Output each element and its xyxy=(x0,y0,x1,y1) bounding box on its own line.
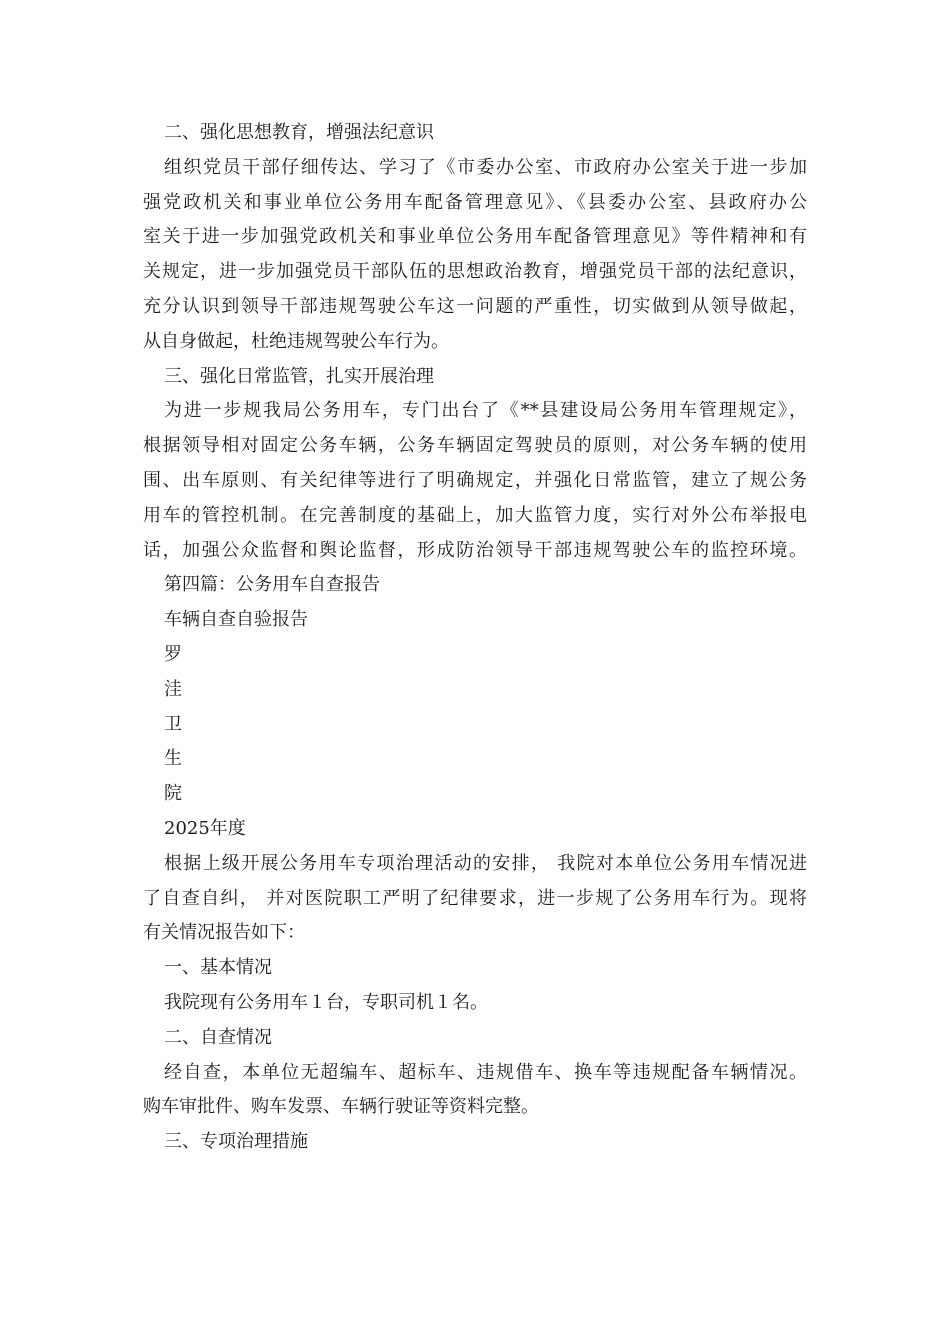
document-line: 购车审批件、购车发票、车辆行驶证等资料完整。 xyxy=(143,1096,539,1118)
document-line: 罗 xyxy=(164,643,182,665)
document-line: 用车的管控机制。在完善制度的基础上，加大监管力度，实行对外公布举报电 xyxy=(143,504,807,526)
document-line: 强党政机关和事业单位公务用车配备管理意见》、《县委办公室、县政府办公 xyxy=(143,191,807,213)
document-line: 生 xyxy=(164,748,182,770)
document-line: 经自查，本单位无超编车、超标车、违规借车、换车等违规配备车辆情况。 xyxy=(164,1061,807,1083)
document-line: 组织党员干部仔细传达、学习了《市委办公室、市政府办公室关于进一步加 xyxy=(164,156,807,178)
document-line: 为进一步规我局公务用车，专门出台了《**县建设局公务用车管理规定》， xyxy=(164,400,807,422)
document-line: 三、强化日常监管，扎实开展治理 xyxy=(164,365,434,387)
document-line: 三、专项治理措施 xyxy=(164,1131,308,1153)
document-line: 关规定，进一步加强党员干部队伍的思想政治教育，增强党员干部的法纪意识， xyxy=(143,261,807,283)
document-line: 话，加强公众监督和舆论监督，形成防治领导干部违规驾驶公车的监控环境。 xyxy=(143,539,807,561)
document-line: 了自查自纠， 并对医院职工严明了纪律要求，进一步规了公务用车行为。现将 xyxy=(143,887,807,909)
document-line: 洼 xyxy=(164,678,182,700)
document-line: 围、出车原则、有关纪律等进行了明确规定，并强化日常监管，建立了规公务 xyxy=(143,469,807,491)
document-line: 一、基本情况 xyxy=(164,957,272,979)
document-line: 从自身做起，杜绝违规驾驶公车行为。 xyxy=(143,330,449,352)
document-line: 我院现有公务用车１台，专职司机１名。 xyxy=(164,991,488,1013)
document-line: 有关情况报告如下： xyxy=(143,922,305,944)
document-line: 第四篇：公务用车自查报告 xyxy=(164,574,380,596)
document-line: 室关于进一步加强党政机关和事业单位公务用车配备管理意见》等件精神和有 xyxy=(143,226,807,248)
document-page xyxy=(143,116,807,1160)
document-line: 二、自查情况 xyxy=(164,1026,272,1048)
document-line: 2025年度 xyxy=(164,817,246,839)
document-line: 根据领导相对固定公务车辆，公务车辆固定驾驶员的原则，对公务车辆的使用 xyxy=(143,435,807,457)
document-line: 二、强化思想教育，增强法纪意识 xyxy=(164,122,434,143)
document-line: 充分认识到领导干部违规驾驶公车这一问题的严重性，切实做到从领导做起， xyxy=(143,295,807,317)
document-line: 车辆自查自验报告 xyxy=(164,609,308,631)
document-line: 院 xyxy=(164,783,182,805)
document-line: 卫 xyxy=(164,713,182,735)
document-line: 根据上级开展公务用车专项治理活动的安排， 我院对本单位公务用车情况进 xyxy=(164,852,807,874)
